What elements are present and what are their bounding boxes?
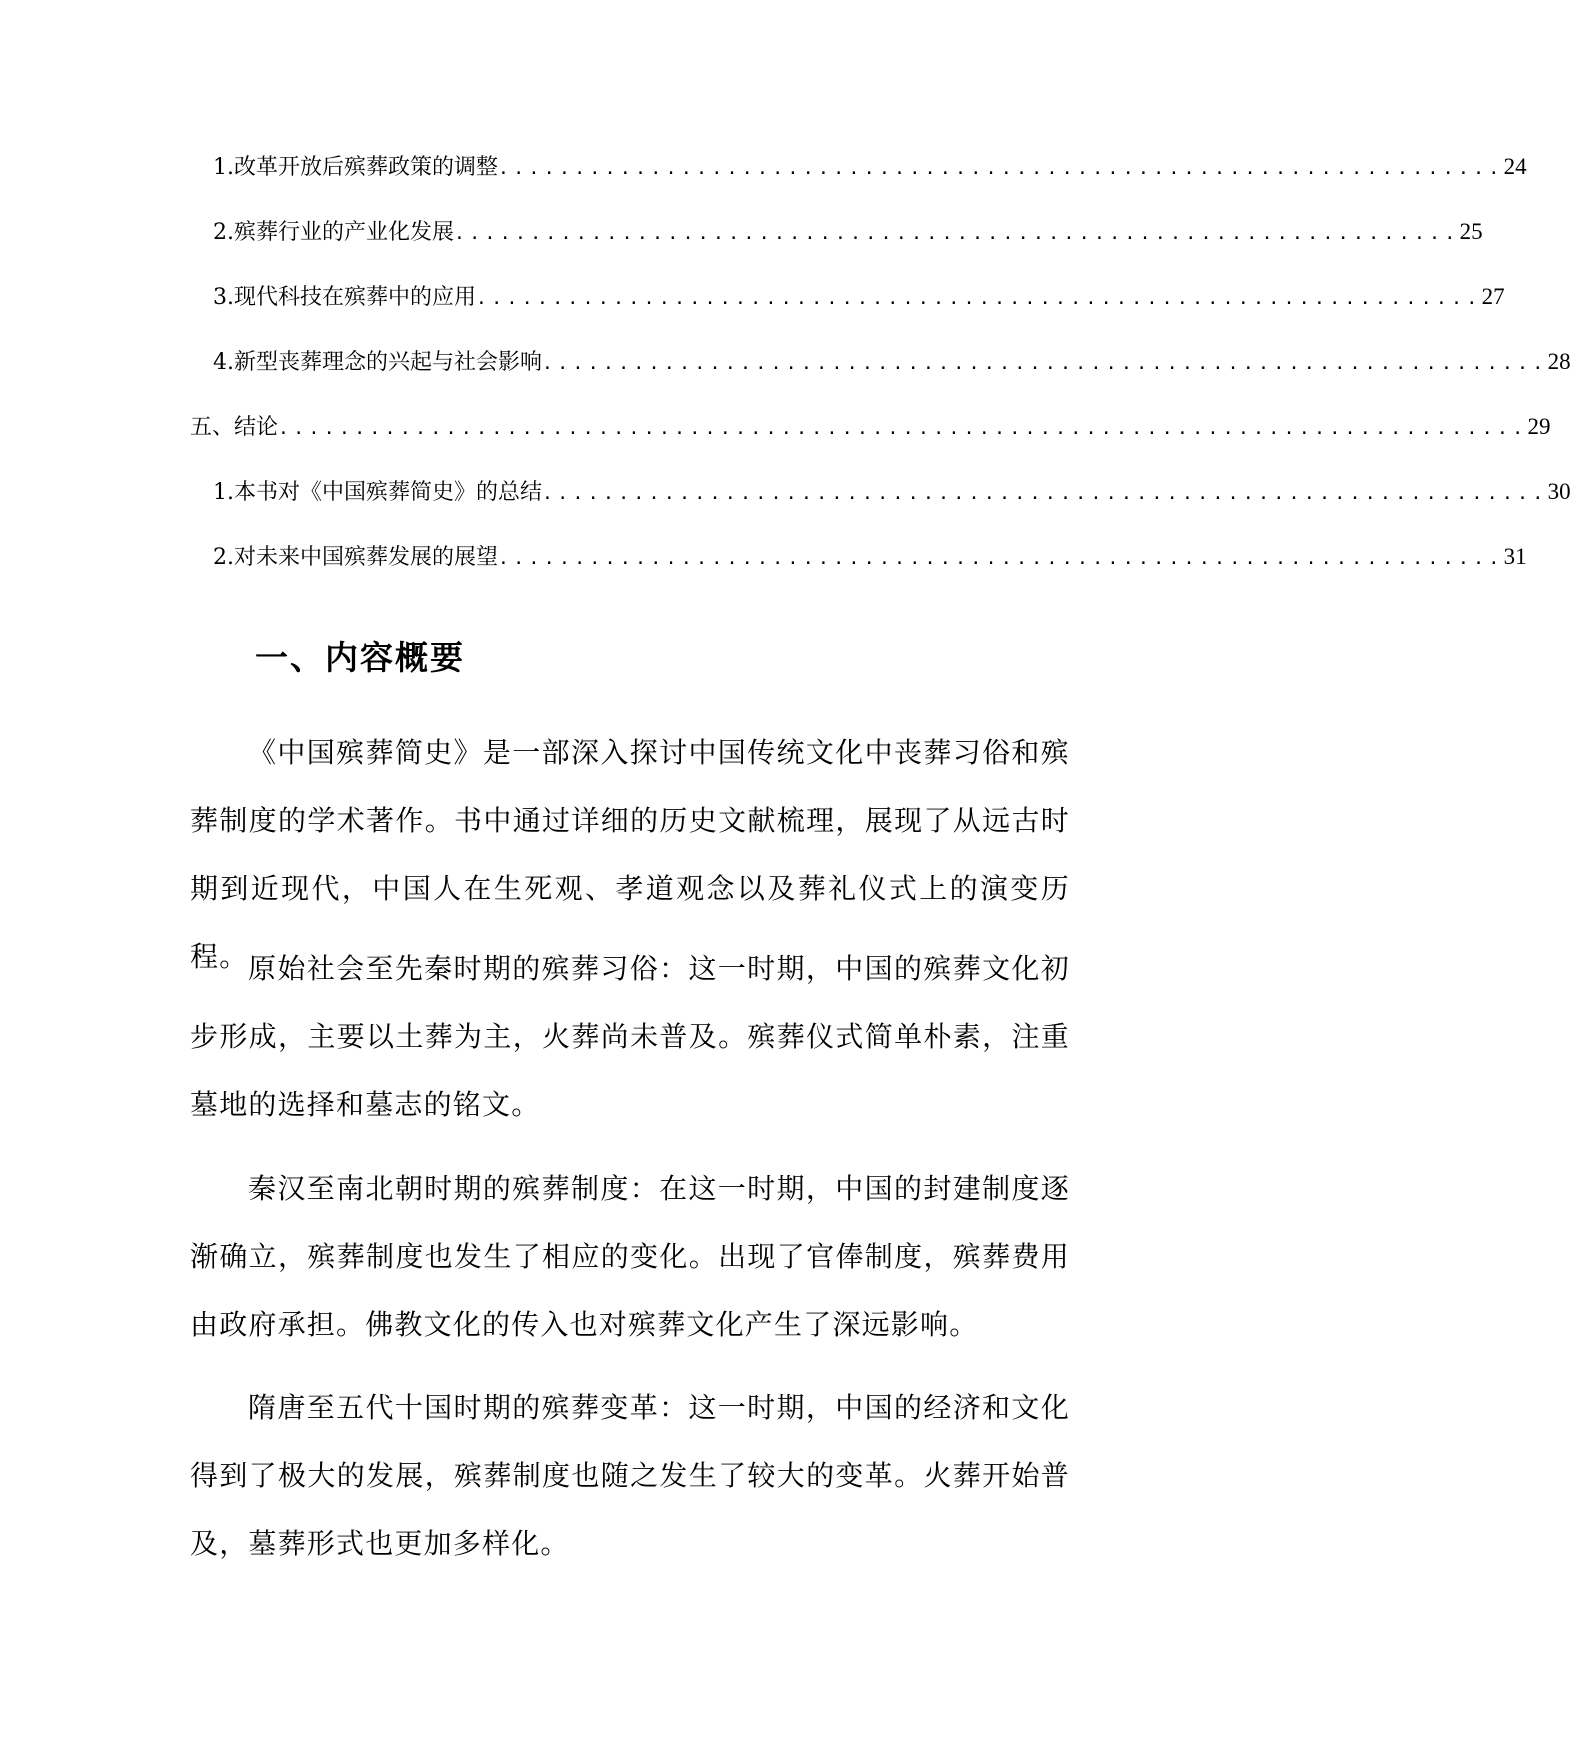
toc-entry-page: 24: [1503, 154, 1527, 179]
toc-entry-number: 4.: [213, 350, 234, 375]
toc-leader-dots: ..................................................................: [476, 288, 1482, 309]
toc-leader-dots: ..................................................................: [542, 483, 1548, 504]
toc-entry[interactable]: [213, 152, 1527, 182]
toc-entry-title: 对未来中国殡葬发展的展望: [234, 545, 499, 570]
toc-entry-number: 1.: [213, 480, 234, 505]
toc-entry-page: 25: [1459, 219, 1483, 244]
toc-entry-page: 28: [1547, 349, 1571, 374]
toc-entry[interactable]: [213, 217, 1483, 247]
toc-leader-dots: ..................................................................: [498, 158, 1504, 179]
toc-entry-page: 30: [1547, 479, 1571, 504]
toc-entry-title: 新型丧葬理念的兴起与社会影响: [234, 350, 543, 375]
toc-entry[interactable]: [213, 542, 1527, 572]
toc-entry-title: 改革开放后殡葬政策的调整: [234, 155, 499, 180]
toc-entry-number: 2.: [213, 220, 234, 245]
section-heading: 一、内容概要: [255, 638, 465, 677]
toc-leader-dots: ..................................................................: [542, 353, 1548, 374]
toc-entry-page: 27: [1481, 284, 1505, 309]
toc-chapter-entry[interactable]: [190, 412, 1551, 442]
toc-chapter-title: 五、结论: [190, 415, 279, 440]
toc-entry[interactable]: [213, 477, 1571, 507]
toc-entry[interactable]: [213, 282, 1505, 312]
body-paragraph: 《中国殡葬简史》是一部深入探讨中国传统文化中丧葬习俗和殡葬制度的学术著作。书中通过详细的历史文献梳理，展现了从远古时期到近现代，中国人在生死观、孝道观念以及葬礼仪式上的演变历程。: [190, 736, 1070, 973]
body-paragraph: 隋唐至五代十国时期的殡葬变革：这一时期，中国的经济和文化得到了极大的发展，殡葬制度也随之发生了较大的变革。火葬开始普及，墓葬形式也更加多样化。: [190, 1391, 1070, 1560]
body-paragraph: 原始社会至先秦时期的殡葬习俗：这一时期，中国的殡葬文化初步形成，主要以土葬为主，火葬尚未普及。殡葬仪式简单朴素，注重墓地的选择和墓志的铭文。: [190, 952, 1070, 1121]
toc-entry-title: 本书对《中国殡葬简史》的总结: [234, 480, 543, 505]
toc-entry-title: 现代科技在殡葬中的应用: [234, 285, 477, 310]
toc-entry-page: 29: [1527, 414, 1551, 439]
toc-leader-dots: ..................................................................: [454, 223, 1460, 244]
toc-entry-number: 1.: [213, 155, 234, 180]
body-paragraph: 秦汉至南北朝时期的殡葬制度：在这一时期，中国的封建制度逐渐确立，殡葬制度也发生了相应的变化。出现了官俸制度，殡葬费用由政府承担。佛教文化的传入也对殡葬文化产生了深远影响。: [190, 1172, 1070, 1341]
toc-entry-number: 2.: [213, 545, 234, 570]
toc-entry-page: 31: [1503, 544, 1527, 569]
toc-entry-number: 3.: [213, 285, 234, 310]
toc-entry-title: 殡葬行业的产业化发展: [234, 220, 455, 245]
toc-leader-dots: ..................................................................................: [278, 418, 1528, 439]
toc-entry[interactable]: [213, 347, 1571, 377]
toc-leader-dots: ..................................................................: [498, 548, 1504, 569]
